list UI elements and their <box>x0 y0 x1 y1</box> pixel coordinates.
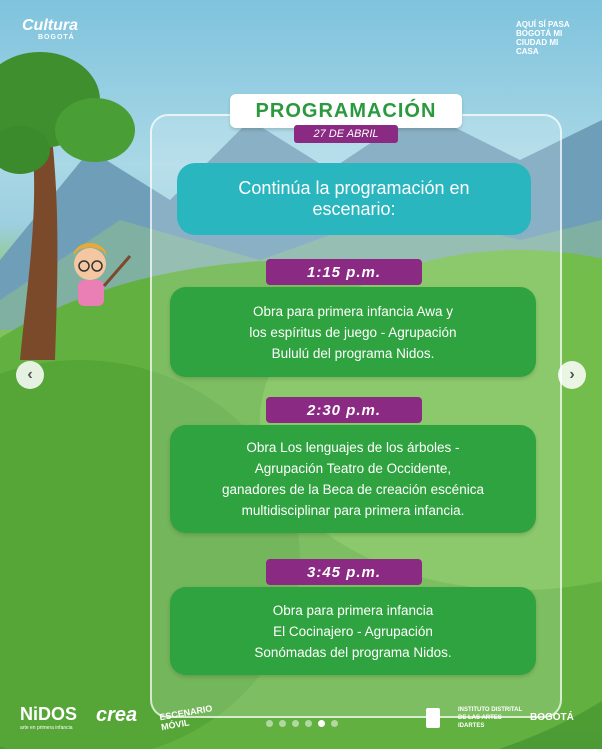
carousel-dot[interactable] <box>266 720 273 727</box>
event-time-3: 3:45 p.m. <box>266 559 422 585</box>
event-line: multidisciplinar para primera infancia. <box>241 503 465 518</box>
event-line: Obra para primera infancia <box>272 602 434 618</box>
event-line: El Cocinajero - Agrupación <box>273 623 433 639</box>
carousel-dot[interactable] <box>292 720 299 727</box>
event-time-1: 1:15 p.m. <box>266 259 422 285</box>
bogota-footer-logo: BOGOTÁ <box>530 712 574 723</box>
event-line: Sonómadas del programa Nidos. <box>254 644 452 660</box>
carousel-prev-button[interactable] <box>16 361 44 389</box>
tree-illustration <box>0 40 150 380</box>
event-line: Bululú del programa Nidos. <box>271 345 435 361</box>
event-time-2: 2:30 p.m. <box>266 397 422 423</box>
carousel-dot[interactable] <box>331 720 338 727</box>
alcaldia-crest-icon <box>426 708 440 728</box>
nidos-logo-subtitle: arte en primera infancia <box>20 725 73 731</box>
intro-box <box>177 163 531 235</box>
carousel-dot[interactable] <box>305 720 312 727</box>
carousel-dot-active[interactable] <box>318 720 325 727</box>
idartes-logo: INSTITUTO DISTRITAL DE LAS ARTES IDARTES <box>458 707 522 729</box>
nidos-logo-text: NiDOS <box>20 704 78 724</box>
event-line: los espíritus de juego - Agrupación <box>249 324 457 340</box>
intro-text: Continúa la programación en escenario: <box>238 178 470 219</box>
event-card-3 <box>170 587 536 675</box>
event-card-1 <box>170 287 536 377</box>
chevron-left-icon: ‹ <box>27 366 33 383</box>
carousel-dot[interactable] <box>279 720 286 727</box>
event-line: Obra para primera infancia Awa y <box>252 303 454 319</box>
logo-left-line1: Cultura <box>22 17 78 34</box>
logo-left-line2: BOGOTÁ <box>38 34 75 41</box>
escenario-movil-logo: ESCENARIO MÓVIL <box>158 703 214 733</box>
chevron-right-icon: › <box>569 366 575 383</box>
title-banner <box>230 94 462 128</box>
event-line: Agrupación Teatro de Occidente, <box>254 461 452 476</box>
event-card-2 <box>170 425 536 533</box>
date-badge: 27 DE ABRIL <box>294 125 398 143</box>
carousel-next-button[interactable] <box>558 361 586 389</box>
crea-logo: crea <box>96 704 138 726</box>
event-line: Obra Los lenguajes de los árboles - <box>246 440 460 455</box>
page-title: PROGRAMACIÓN <box>255 99 437 122</box>
child-illustration <box>60 236 140 326</box>
bogota-mi-ciudad-logo: AQUÍ SÍ PASA BOGOTÁ MI CIUDAD MI CASA <box>516 20 570 56</box>
event-line: ganadores de la Beca de creación escénica <box>222 482 484 497</box>
cultura-bogota-logo <box>22 18 78 41</box>
nidos-logo <box>20 704 77 731</box>
carousel-indicators <box>266 720 338 727</box>
